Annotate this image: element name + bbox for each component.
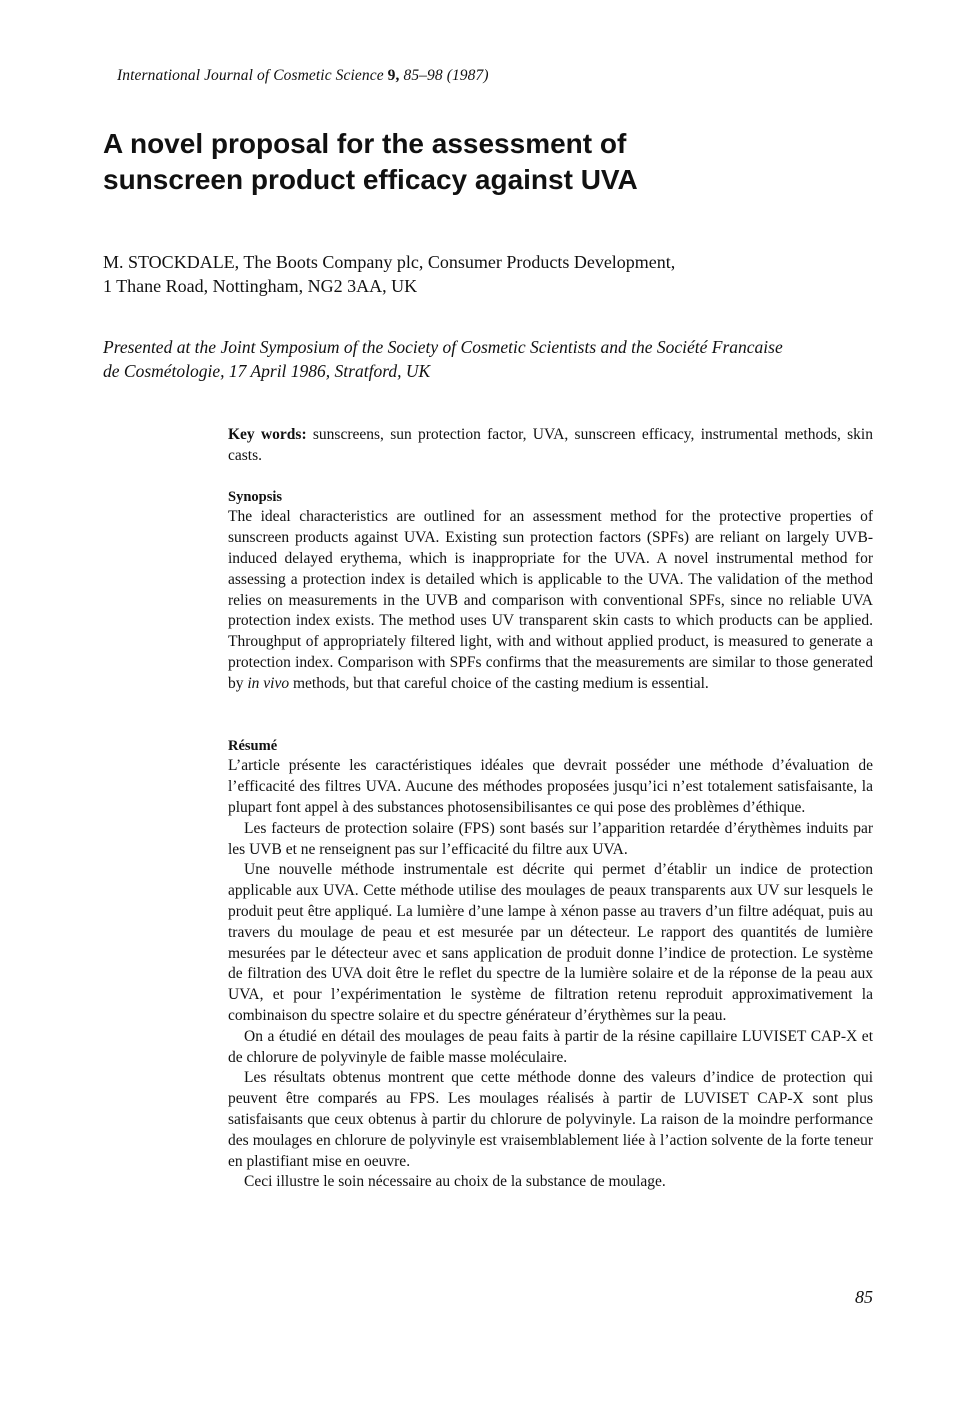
resume-paragraph: Les résultats obtenus montrent que cette méthode donne des valeurs d’indice de protection qui peuvent être comparés au FPS. Les moulages réalisés à partir de LUVISET CAP-X sont plus satisfaisants que ceux obtenus à partir du chlorure de polyvinyle. La raison de la moindre performance des moulages en chlorure de polyvinyle est vraisemblablement liée à l’action solvente de la forte teneur en plastifiant mise en oeuvre. [228, 1069, 873, 1170]
paper-title [103, 126, 863, 198]
keywords-text: sunscreens, sun protection factor, UVA, sunscreen efficacy, instrumental methods, skin casts. [228, 426, 873, 464]
synopsis-text-part: methods, but that careful choice of the casting medium is essential. [289, 674, 709, 692]
journal-volume: 9, [387, 67, 400, 84]
presentation-note [103, 335, 878, 383]
presentation-line: Presented at the Joint Symposium of the Society of Cosmetic Scientists and the Société Francaise [103, 337, 783, 357]
resume-paragraph: Une nouvelle méthode instrumentale est décrite qui permet d’établir un indice de protection applicable aux UVA. Cette méthode utilise des moulages de peaux transparents aux UV sur lesquels le produit peut être appliqué. La lumière d’une lampe à xénon passe au travers d’un filtre adéquat, puis au travers du moulage de peau et est mesurée par un détecteur. Le rapport des quantités de lumière mesurées par le détecteur avec et sans application de produit donne l’indice de protection. Le système de filtration des UVA doit être le reflet du spectre de la lumière solaire et de la réponse de la peau aux UVA, et pour l’expérimentation le système de filtration retenu reproduit approximativement la combinaison du spectre solaire et du spectre générateur d’érythèmes sur la peau. [228, 861, 873, 1024]
journal-citation [117, 67, 489, 85]
synopsis-text-part: The ideal characteristics are outlined for an assessment method for the protective properties of sunscreen products against UVA. Existing sun protection factors (SPFs) are reliant on largely UVB-induced delayed erythema, which is inappropriate for the UVA. A novel instrumental method for assessing a protection index is detailed which is applicable to the UVA. The validation of the method relies on measurements in the UVB and comparison with conventional SPFs, since no reliable UVA protection index exists. The method uses UV transparent skin casts to which products can be applied. Throughput of appropriately filtered light, with and without applied product, is measured to generate a protection index. Comparison with SPFs confirms that the measurements are similar to those generated by [228, 508, 873, 692]
keywords-label: Key words: [228, 426, 307, 443]
synopsis-italic-term: in vivo [247, 674, 290, 692]
presentation-line: de Cosmétologie, 17 April 1986, Stratford, UK [103, 361, 431, 381]
resume-heading: Résumé [228, 737, 278, 754]
keywords [228, 425, 873, 467]
author-affiliation [103, 250, 675, 298]
resume-paragraph: On a étudié en détail des moulages de peau faits à partir de la résine capillaire LUVISET CAP-X et de chlorure de polyvinyle de faible masse moléculaire. [228, 1027, 873, 1066]
synopsis-text [228, 507, 873, 694]
abstract-block [228, 425, 873, 1193]
author-line: M. STOCKDALE, The Boots Company plc, Consumer Products Development, [103, 252, 676, 272]
title-line: A novel proposal for the assessment of [103, 128, 627, 159]
synopsis-heading: Synopsis [228, 488, 283, 505]
title-line: sunscreen product efficacy against UVA [103, 164, 638, 195]
author-line: 1 Thane Road, Nottingham, NG2 3AA, UK [103, 276, 418, 296]
resume-paragraph: Les facteurs de protection solaire (FPS) sont basés sur l’apparition retardée d’érythèmes induits par les UVB et ne renseignent pas sur l’efficacité du filtre aux UVA. [228, 819, 873, 858]
journal-pages-year: 85–98 (1987) [399, 67, 489, 84]
page-number: 85 [855, 1287, 873, 1307]
resume-paragraph: L’article présente les caractéristiques idéales que devrait posséder une méthode d’évaluation de l’efficacité des filtres UVA. Aucune des méthodes proposées jusqu’ici n’est totalement satisfaisante, la plupart font appel à des substances photosensibilisantes ce qui pose des problèmes d’éthique. [228, 757, 873, 816]
journal-name: International Journal of Cosmetic Science [117, 67, 384, 84]
resume-paragraph: Ceci illustre le soin nécessaire au choix de la substance de moulage. [244, 1173, 666, 1191]
